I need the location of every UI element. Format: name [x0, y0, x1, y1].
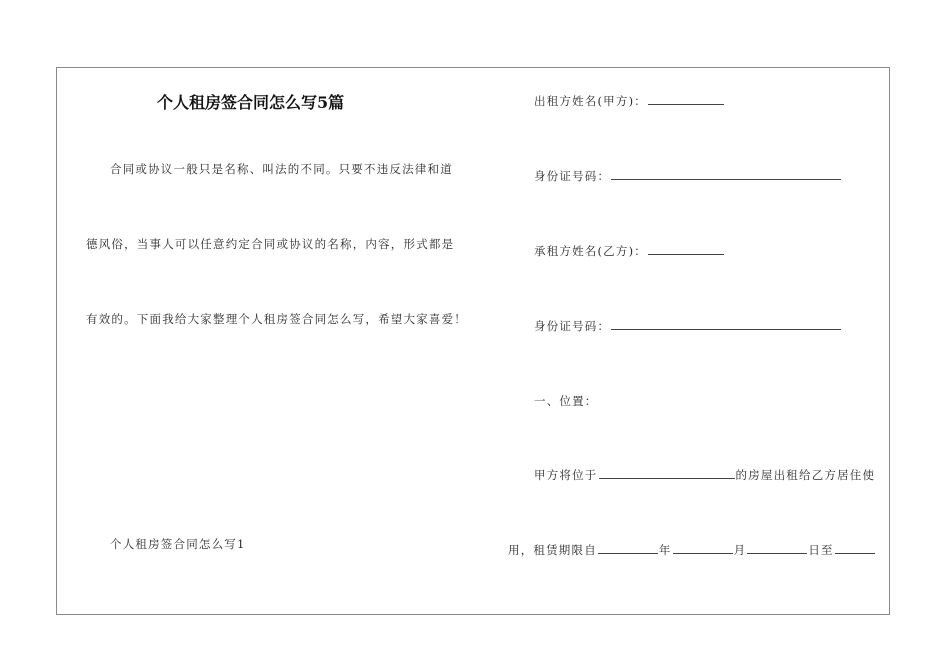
lessee-id-label: 身份证号码： — [534, 319, 611, 333]
lessor-name-row — [534, 93, 725, 109]
term-row — [508, 542, 876, 558]
document-title: 个人租房签合同怎么写5篇 — [157, 93, 345, 112]
intro-line-3: 有效的。下面我给大家整理个人租房签合同怎么写，希望大家喜爱！ — [86, 312, 467, 326]
section-heading: 个人租房签合同怎么写1 — [110, 537, 246, 551]
lessee-name-blank — [648, 243, 724, 255]
month-label: 月 — [733, 543, 747, 557]
lessee-name-label: 承租方姓名(乙方)： — [534, 244, 647, 258]
term-prefix: 用，租赁期限自 — [508, 543, 597, 557]
location-blank — [599, 467, 735, 479]
lessor-id-blank — [611, 168, 841, 180]
end-date-blank — [835, 542, 875, 554]
lessor-name-label: 出租方姓名(甲方)： — [534, 94, 647, 108]
day-to-label: 日至 — [808, 543, 834, 557]
lessee-id-row — [534, 318, 842, 334]
document-page — [56, 67, 890, 615]
intro-line-1: 合同或协议一般只是名称、叫法的不同。只要不违反法律和道 — [110, 162, 453, 176]
location-prefix: 甲方将位于 — [534, 468, 598, 482]
lessee-id-blank — [611, 318, 841, 330]
start-year-blank — [598, 542, 658, 554]
start-month-blank — [673, 542, 733, 554]
lessor-id-row — [534, 168, 842, 184]
lessor-name-blank — [648, 93, 724, 105]
lessor-id-label: 身份证号码： — [534, 169, 611, 183]
lessee-name-row — [534, 243, 725, 259]
location-suffix: 的房屋出租给乙方居住使 — [735, 468, 876, 482]
start-day-blank — [747, 542, 807, 554]
year-label: 年 — [658, 543, 672, 557]
intro-line-2: 德风俗，当事人可以任意约定合同或协议的名称，内容，形式都是 — [86, 237, 455, 251]
location-row — [534, 467, 875, 483]
clause-1-heading: 一、位置： — [534, 394, 598, 408]
